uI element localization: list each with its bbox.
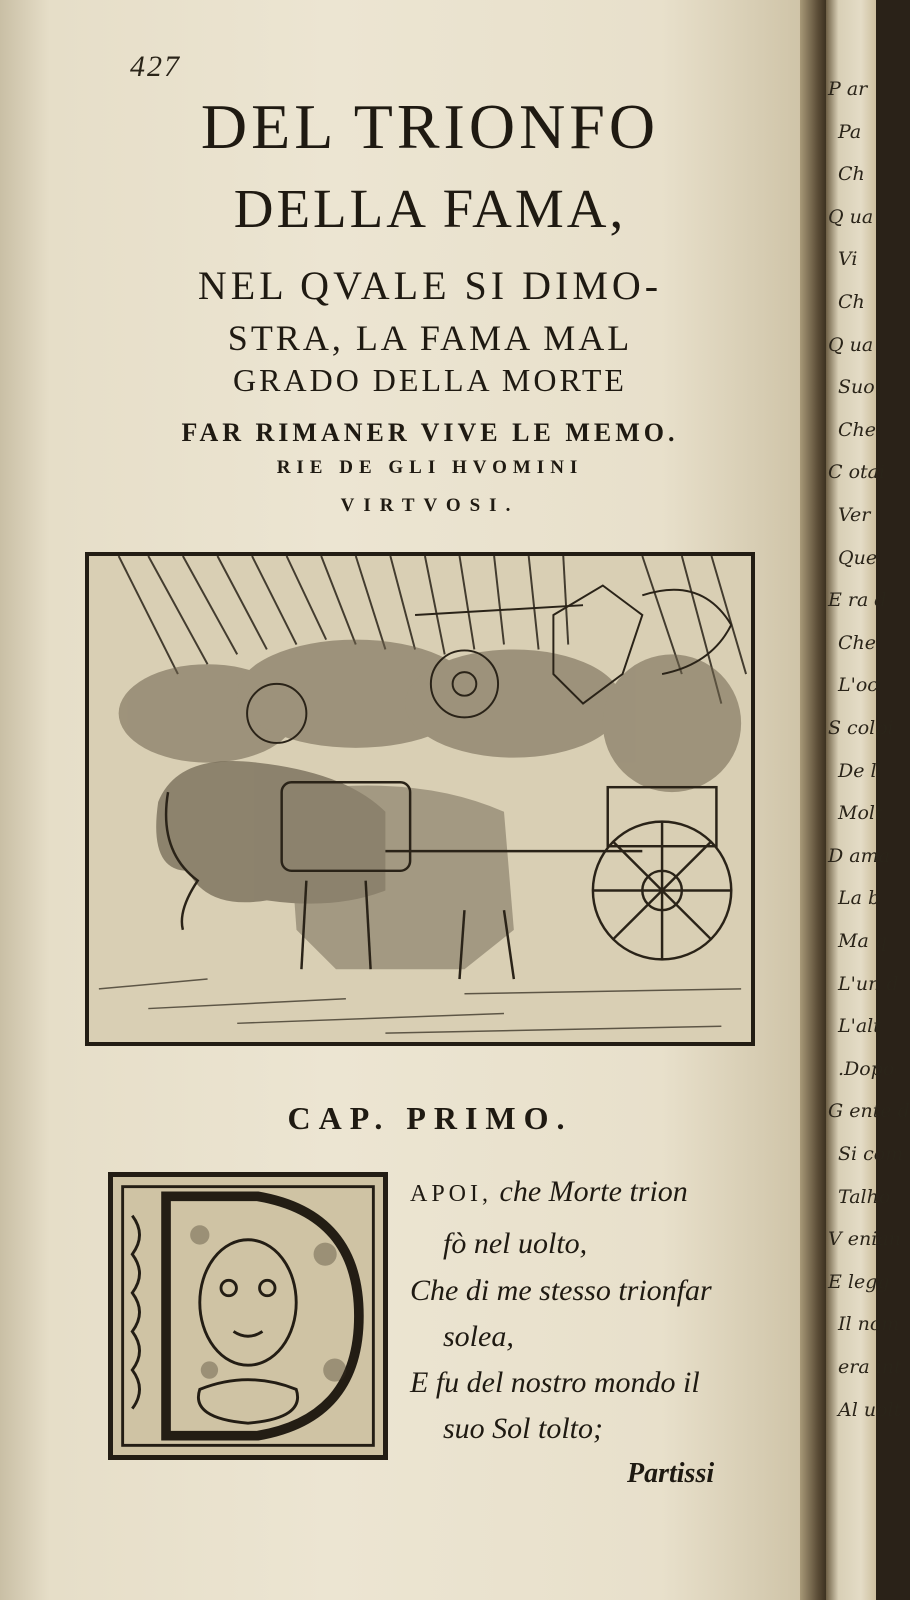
facing-page-line: Q ua: [828, 333, 874, 356]
title-line-4: STRA, LA FAMA MAL: [227, 318, 633, 358]
facing-page-line: E ra d: [828, 589, 887, 612]
facing-page-line: Que: [838, 546, 878, 569]
verse-line-1: [410, 1175, 688, 1209]
facing-page-line: Che: [838, 418, 877, 441]
title-line-6: FAR RIMANER VIVE LE MEMO.: [181, 418, 679, 447]
facing-page-line: V enian: [828, 1228, 901, 1251]
verse-line-4: solea,: [443, 1320, 514, 1353]
facing-page-line: Ch: [838, 163, 865, 186]
facing-page-line: Ver: [838, 504, 871, 526]
facing-page-line: L'alt: [838, 1015, 881, 1038]
facing-page-line: P ar: [828, 78, 868, 100]
facing-page-line: Molt: [838, 802, 883, 825]
title-line-7: RIE DE GLI HVOMINI: [276, 457, 584, 478]
title-line-8: VIRTVOSI.: [340, 495, 520, 516]
title-line-1: DEL TRIONFO: [200, 91, 660, 162]
facing-page-line: Ma q: [838, 930, 887, 952]
facing-page-line: Il nom: [838, 1313, 900, 1336]
verse-initial-caps: APOI,: [410, 1181, 493, 1207]
facing-page-line: E legg: [828, 1270, 890, 1293]
verse-line-2: fò nel uolto,: [443, 1227, 588, 1260]
decorated-initial-d: [108, 1172, 388, 1460]
facing-page-line: De l': [838, 759, 882, 782]
facing-page-line: Suo: [838, 376, 875, 399]
facing-page-edge: [826, 0, 910, 1600]
facing-page-line: D ama: [828, 844, 890, 867]
verse-line-6: suo Sol tolto;: [443, 1412, 604, 1445]
facing-page-line: Q ua: [828, 205, 874, 228]
triumph-procession-image: [89, 556, 751, 1042]
woodcut-illustration: [85, 552, 755, 1046]
facing-page-line: La b: [838, 887, 881, 910]
facing-page-line: .Dopo: [838, 1057, 895, 1080]
verse-line-5: E fu del nostro mondo il: [410, 1366, 700, 1399]
facing-page-line: era int: [838, 1356, 902, 1378]
ornamental-initial-image: [113, 1177, 383, 1455]
facing-page-line: Che: [838, 631, 877, 654]
facing-page-line: L'un d: [838, 972, 899, 995]
catchword: Partissi: [627, 1458, 715, 1489]
facing-page-line: Talho: [838, 1185, 891, 1208]
facing-page-line: Vi: [838, 248, 858, 271]
facing-page-line: Al uolt: [838, 1398, 902, 1421]
facing-page-line: G ente d: [828, 1100, 910, 1123]
title-line-2: DELLA FAMA,: [233, 178, 627, 239]
facing-page-line: C otai: [828, 461, 886, 484]
facing-page-line: Ch: [838, 291, 865, 313]
title-line-3: NEL QVALE SI DIMO-: [197, 263, 663, 308]
facing-page-line: Si com: [838, 1143, 904, 1165]
page-number: 427: [130, 50, 181, 83]
verse-line-3: Che di me stesso trionfar: [410, 1274, 712, 1307]
facing-page-line: Pa: [838, 120, 862, 143]
chapter-heading: CAP. PRIMO.: [287, 1100, 573, 1136]
title-line-5: GRADO DELLA MORTE: [233, 362, 627, 398]
facing-page-line: S colpi: [828, 717, 894, 739]
facing-page-line: L'oc: [838, 674, 878, 697]
verse-line-1-text: che Morte trion: [499, 1175, 688, 1208]
